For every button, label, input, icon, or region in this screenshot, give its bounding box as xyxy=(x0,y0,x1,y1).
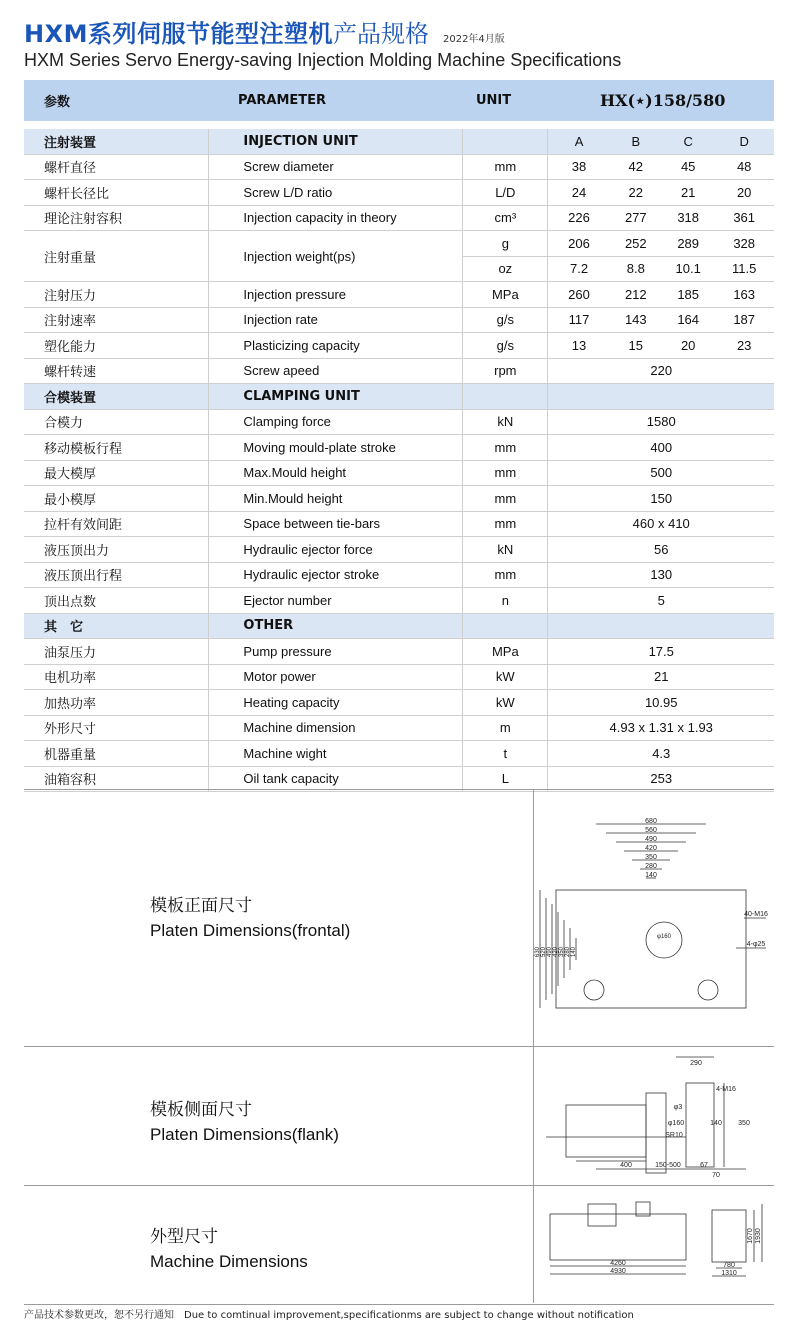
header-model: HX(⋆)158/580 xyxy=(600,91,726,110)
frontal-dim-w3: 420 xyxy=(645,845,657,852)
flank-dim-0: 290 xyxy=(690,1060,702,1067)
section-value-blank xyxy=(548,613,774,639)
param-name-cn: 液压顶出行程 xyxy=(24,562,209,588)
param-name-cn: 注射重量 xyxy=(24,231,209,282)
param-value: 328 xyxy=(714,231,774,257)
param-name-cn: 油箱容积 xyxy=(24,766,209,792)
section-title-cn: 注射装置 xyxy=(24,129,209,154)
frontal-callout-m16: 40-M16 xyxy=(744,911,768,918)
param-unit: oz xyxy=(463,256,548,282)
machine-label-en: Machine Dimensions xyxy=(150,1252,308,1271)
param-unit: kN xyxy=(463,409,548,435)
machine-dim-4: 1670 xyxy=(747,1228,754,1244)
param-value: 220 xyxy=(548,358,774,384)
param-unit: mm xyxy=(463,511,548,537)
table-row xyxy=(24,307,774,333)
frontal-center-hole xyxy=(646,922,682,958)
param-value: 130 xyxy=(548,562,774,588)
screw-label: D xyxy=(714,129,774,154)
param-value: 206 xyxy=(548,231,610,257)
param-unit: mm xyxy=(463,460,548,486)
param-value: 17.5 xyxy=(548,639,774,665)
param-name-en: Heating capacity xyxy=(209,690,463,716)
param-value: 10.95 xyxy=(548,690,774,716)
param-value: 164 xyxy=(662,307,714,333)
section-unit-blank xyxy=(463,384,548,410)
param-name-cn: 最大模厚 xyxy=(24,460,209,486)
param-value: 8.8 xyxy=(610,256,662,282)
header-unit: UNIT xyxy=(476,93,512,108)
frontal-label xyxy=(150,893,350,943)
param-unit: kN xyxy=(463,537,548,563)
param-name-cn: 液压顶出力 xyxy=(24,537,209,563)
param-value: 289 xyxy=(662,231,714,257)
param-unit: t xyxy=(463,741,548,767)
param-name-en: Screw diameter xyxy=(209,154,463,180)
param-value: 318 xyxy=(662,205,714,231)
title-light: 产品规格 xyxy=(332,20,429,48)
param-unit: mm xyxy=(463,562,548,588)
param-value: 212 xyxy=(610,282,662,308)
param-value: 143 xyxy=(610,307,662,333)
screw-label: B xyxy=(610,129,662,154)
param-value: 22 xyxy=(610,180,662,206)
param-value: 10.1 xyxy=(662,256,714,282)
frontal-dim-w4: 350 xyxy=(645,854,657,861)
param-name-en: Oil tank capacity xyxy=(209,766,463,792)
param-name-en: Clamping force xyxy=(209,409,463,435)
param-value: 150 xyxy=(548,486,774,512)
section-title-cn: 其 它 xyxy=(24,613,209,639)
param-value: 20 xyxy=(714,180,774,206)
flank-dim-7: 400 xyxy=(620,1162,632,1169)
frontal-platen-outline xyxy=(556,890,746,1008)
param-name-en: Hydraulic ejector force xyxy=(209,537,463,563)
flank-dim-9: 67 xyxy=(700,1162,708,1169)
section-title-cn: 合模装置 xyxy=(24,384,209,410)
frontal-dim-h6: 140 xyxy=(571,946,577,958)
frontal-dim-h2: 490 xyxy=(547,946,553,958)
header-parameter-en: PARAMETER xyxy=(238,93,327,108)
section-unit-blank xyxy=(463,129,548,154)
machine-side-view xyxy=(550,1214,686,1260)
param-value: 24 xyxy=(548,180,610,206)
table-row xyxy=(24,639,774,665)
flank-dim-3: φ160 xyxy=(667,1120,685,1127)
param-unit: cm³ xyxy=(463,205,548,231)
frontal-dim-w6: 140 xyxy=(645,872,657,879)
machine-dim-0: 4260 xyxy=(610,1260,626,1267)
param-value: 56 xyxy=(548,537,774,563)
frontal-dim-w2: 490 xyxy=(645,836,657,843)
param-value: 23 xyxy=(714,333,774,359)
param-name-cn: 油泵压力 xyxy=(24,639,209,665)
spec-table xyxy=(24,129,774,792)
param-value: 38 xyxy=(548,154,610,180)
machine-dim-2: 780 xyxy=(723,1262,735,1269)
param-name-en: Screw apeed xyxy=(209,358,463,384)
param-unit: m xyxy=(463,715,548,741)
param-value: 20 xyxy=(662,333,714,359)
table-row xyxy=(24,588,774,614)
param-name-en: Max.Mould height xyxy=(209,460,463,486)
param-value: 260 xyxy=(548,282,610,308)
param-name-cn: 合模力 xyxy=(24,409,209,435)
param-value: 226 xyxy=(548,205,610,231)
param-name-cn: 塑化能力 xyxy=(24,333,209,359)
frontal-dim-h1: 520 xyxy=(541,946,547,958)
section-title-en: INJECTION UNIT xyxy=(209,129,463,154)
frontal-dim-h4: 350 xyxy=(559,946,565,958)
table-row xyxy=(24,690,774,716)
flank-dim-1: 4-M16 xyxy=(716,1086,736,1093)
param-unit: kW xyxy=(463,690,548,716)
frontal-label-en: Platen Dimensions(frontal) xyxy=(150,921,351,940)
param-name-en: Plasticizing capacity xyxy=(209,333,463,359)
machine-label xyxy=(150,1224,308,1274)
section-value-blank xyxy=(548,384,774,410)
param-value: 21 xyxy=(662,180,714,206)
table-row xyxy=(24,154,774,180)
table-row xyxy=(24,537,774,563)
frontal-dim-w1: 560 xyxy=(645,827,657,834)
frontal-callout-phi25: 4-φ25 xyxy=(746,941,766,948)
param-name-cn: 机器重量 xyxy=(24,741,209,767)
table-row xyxy=(24,511,774,537)
table-row xyxy=(24,231,774,257)
table-row xyxy=(24,282,774,308)
param-unit: L/D xyxy=(463,180,548,206)
frontal-corner-hole-left xyxy=(584,980,604,1000)
param-unit: L xyxy=(463,766,548,792)
table-row xyxy=(24,664,774,690)
table-row xyxy=(24,486,774,512)
param-value: 253 xyxy=(548,766,774,792)
param-unit: kW xyxy=(463,664,548,690)
param-name-cn: 外形尺寸 xyxy=(24,715,209,741)
param-name-en: Moving mould-plate stroke xyxy=(209,435,463,461)
table-row xyxy=(24,435,774,461)
param-name-en: Machine wight xyxy=(209,741,463,767)
screw-label: A xyxy=(548,129,610,154)
param-name-en: Motor power xyxy=(209,664,463,690)
param-value: 277 xyxy=(610,205,662,231)
frontal-dim-h0: 630 xyxy=(535,946,541,958)
machine-label-cn: 外型尺寸 xyxy=(150,1227,218,1246)
param-name-en: Injection pressure xyxy=(209,282,463,308)
param-value: 500 xyxy=(548,460,774,486)
param-value: 252 xyxy=(610,231,662,257)
machine-outline-drawing xyxy=(536,1196,774,1296)
section-title-en: CLAMPING UNIT xyxy=(209,384,463,410)
frontal-center-callout: φ160 xyxy=(657,934,671,940)
table-row xyxy=(24,180,774,206)
flank-dim-8: 150-500 xyxy=(655,1162,681,1169)
footer-note: 产品技术参数更改，恕不另行通知 Due to comtinual improvement,specificationms are subject to change without notification xyxy=(24,1310,634,1321)
param-name-en: Injection weight(ps) xyxy=(209,231,463,282)
param-name-en: Screw L/D ratio xyxy=(209,180,463,206)
param-name-cn: 最小模厚 xyxy=(24,486,209,512)
param-name-en: Injection capacity in theory xyxy=(209,205,463,231)
frontal-dim-h5: 280 xyxy=(565,946,571,958)
param-value: 163 xyxy=(714,282,774,308)
flank-dim-5: 140 xyxy=(710,1120,722,1127)
frontal-platen-drawing xyxy=(536,820,774,1020)
drawing-row-frontal xyxy=(24,789,774,1047)
param-unit: mm xyxy=(463,435,548,461)
param-name-cn: 螺杆长径比 xyxy=(24,180,209,206)
page-subtitle: HXM Series Servo Energy-saving Injection Molding Machine Specifications xyxy=(24,50,622,70)
frontal-label-cn: 模板正面尺寸 xyxy=(150,896,252,915)
param-value: 4.3 xyxy=(548,741,774,767)
flank-dim-4: SR10 xyxy=(665,1132,683,1139)
param-value: 42 xyxy=(610,154,662,180)
param-value: 4.93 x 1.31 x 1.93 xyxy=(548,715,774,741)
machine-end-view xyxy=(712,1210,746,1262)
param-value: 185 xyxy=(662,282,714,308)
param-name-cn: 理论注射容积 xyxy=(24,205,209,231)
section-row-clamping xyxy=(24,384,774,410)
param-value: 1580 xyxy=(548,409,774,435)
param-unit: mm xyxy=(463,486,548,512)
section-unit-blank xyxy=(463,613,548,639)
param-value: 7.2 xyxy=(548,256,610,282)
section-row-injection xyxy=(24,129,774,154)
frontal-dim-w0: 680 xyxy=(645,818,657,825)
param-name-cn: 移动模板行程 xyxy=(24,435,209,461)
title-bold: HXM系列伺服节能型注塑机 xyxy=(24,20,333,48)
param-value: 15 xyxy=(610,333,662,359)
flank-dim-2: φ3 xyxy=(673,1104,683,1111)
flank-label xyxy=(150,1097,339,1147)
param-name-en: Machine dimension xyxy=(209,715,463,741)
flank-dim-6: 350 xyxy=(738,1120,750,1127)
param-name-cn: 螺杆直径 xyxy=(24,154,209,180)
table-row xyxy=(24,460,774,486)
param-unit: mm xyxy=(463,154,548,180)
param-name-en: Ejector number xyxy=(209,588,463,614)
screw-label: C xyxy=(662,129,714,154)
param-name-en: Min.Mould height xyxy=(209,486,463,512)
param-value: 48 xyxy=(714,154,774,180)
param-name-en: Space between tie-bars xyxy=(209,511,463,537)
param-name-cn: 拉杆有效间距 xyxy=(24,511,209,537)
param-name-en: Injection rate xyxy=(209,307,463,333)
page-title xyxy=(24,14,505,49)
param-name-cn: 注射压力 xyxy=(24,282,209,308)
param-unit: MPa xyxy=(463,639,548,665)
param-unit: g/s xyxy=(463,333,548,359)
param-value: 460 x 410 xyxy=(548,511,774,537)
table-row xyxy=(24,358,774,384)
machine-dim-1: 4930 xyxy=(610,1268,626,1275)
param-unit: MPa xyxy=(463,282,548,308)
table-row xyxy=(24,205,774,231)
section-title-en: OTHER xyxy=(209,613,463,639)
drawings-section xyxy=(24,789,774,1303)
flank-label-cn: 模板侧面尺寸 xyxy=(150,1100,252,1119)
flank-label-en: Platen Dimensions(flank) xyxy=(150,1125,339,1144)
section-row-other xyxy=(24,613,774,639)
drawing-row-machine xyxy=(24,1185,774,1305)
frontal-dim-h3: 420 xyxy=(553,946,559,958)
table-row xyxy=(24,562,774,588)
param-value: 361 xyxy=(714,205,774,231)
flank-dim-10: 70 xyxy=(712,1172,720,1179)
table-row xyxy=(24,715,774,741)
drawing-row-flank xyxy=(24,1046,774,1186)
table-row xyxy=(24,741,774,767)
param-value: 187 xyxy=(714,307,774,333)
table-row xyxy=(24,766,774,792)
param-unit: rpm xyxy=(463,358,548,384)
machine-dim-5: 1930 xyxy=(755,1228,762,1244)
param-value: 5 xyxy=(548,588,774,614)
param-unit: g xyxy=(463,231,548,257)
param-value: 400 xyxy=(548,435,774,461)
param-value: 21 xyxy=(548,664,774,690)
machine-dim-3: 1310 xyxy=(721,1270,737,1277)
header-parameter-cn: 参数 xyxy=(44,95,71,110)
param-value: 117 xyxy=(548,307,610,333)
table-row xyxy=(24,409,774,435)
flank-platen-drawing xyxy=(536,1053,774,1181)
param-value: 11.5 xyxy=(714,256,774,282)
param-name-cn: 加热功率 xyxy=(24,690,209,716)
param-name-en: Hydraulic ejector stroke xyxy=(209,562,463,588)
param-name-cn: 电机功率 xyxy=(24,664,209,690)
param-name-en: Pump pressure xyxy=(209,639,463,665)
frontal-corner-hole-right xyxy=(698,980,718,1000)
param-name-cn: 注射速率 xyxy=(24,307,209,333)
version-label: 2022年4月版 xyxy=(442,34,505,45)
spec-table-header xyxy=(24,80,774,121)
param-name-cn: 螺杆转速 xyxy=(24,358,209,384)
param-unit: g/s xyxy=(463,307,548,333)
table-row xyxy=(24,333,774,359)
param-value: 45 xyxy=(662,154,714,180)
param-name-cn: 顶出点数 xyxy=(24,588,209,614)
param-value: 13 xyxy=(548,333,610,359)
frontal-dim-w5: 280 xyxy=(645,863,657,870)
param-unit: n xyxy=(463,588,548,614)
